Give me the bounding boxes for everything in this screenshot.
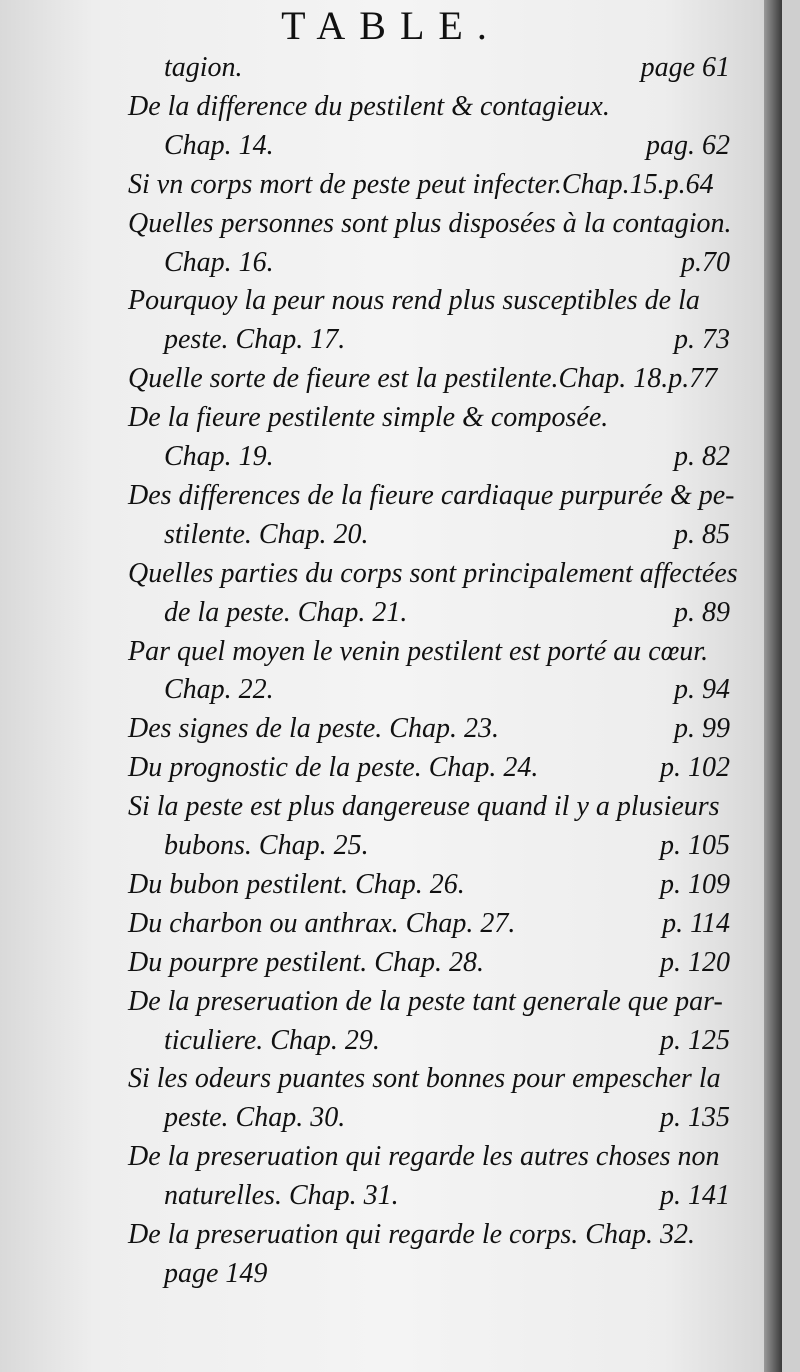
toc-line-text: page 149 [164,1257,268,1289]
toc-line-text: Si les odeurs puantes sont bonnes pour empescher la [128,1063,721,1095]
toc-line-text: Si la peste est plus dangereuse quand il y a plusieurs [128,791,720,823]
toc-page-number: p. 73 [674,324,730,356]
toc-line-text: Chap. 22. [164,674,274,706]
toc-page-number: p. 135 [660,1102,730,1134]
toc-line [0,709,782,749]
toc-page-number: p.70 [681,246,730,278]
toc-line-text: Du pourpre pestilent. Chap. 28. [128,946,484,978]
toc-line-text: naturelles. Chap. 31. [164,1180,399,1212]
toc-page-number: p. 99 [674,713,730,745]
toc-line [0,1021,782,1061]
toc-line-text: stilente. Chap. 20. [164,518,369,550]
toc-page-number: p. 85 [674,518,730,550]
toc-line-text: ticuliere. Chap. 29. [164,1024,380,1056]
toc-line [0,1176,782,1216]
toc-line-text: Par quel moyen le venin pestilent est porté au cœur. [128,635,709,667]
toc-page-number: p. 141 [660,1180,730,1212]
toc-line-text: Chap. 16. [164,246,274,278]
toc-line [0,1215,782,1255]
toc-line-text: Chap. 14. [164,129,274,161]
toc-line [0,670,782,710]
toc-page-number: p. 120 [660,946,730,978]
toc-line-text: Du bubon pestilent. Chap. 26. [128,868,465,900]
toc-page-number: p. 102 [660,752,730,784]
toc-page-number: p. 114 [662,907,730,939]
toc-line [0,554,782,594]
toc-line [0,515,782,555]
toc-line-text: peste. Chap. 30. [164,1102,346,1134]
toc-line [0,398,782,438]
toc-page-number: page 61 [640,52,730,83]
page-edge-shadow [764,0,782,1372]
toc-line-text: Pourquoy la peur nous rend plus susceptibles de la [128,285,700,317]
toc-line-text: De la preseruation de la peste tant generale que par- [128,985,723,1017]
toc-line [0,1098,782,1138]
toc-line [0,865,782,905]
toc-line-text: de la peste. Chap. 21. [164,596,408,628]
toc-line [0,632,782,672]
toc-line-text: De la fieure pestilente simple & composée. [128,402,609,434]
toc-line-text: Si vn corps mort de peste peut infecter.Chap.15.p.64 [128,168,714,200]
toc-page-number: p. 82 [674,441,730,472]
toc-line-text: Quelles parties du corps sont principalement affectées [128,557,738,589]
toc-page-number: p. 94 [674,674,730,706]
toc-line [0,281,782,321]
toc-page-number: p. 109 [660,868,730,900]
toc-line-text: bubons. Chap. 25. [164,830,369,861]
toc-line-text: Quelles personnes sont plus disposées à la contagion. [128,207,732,239]
toc-line-text: Du prognostic de la peste. Chap. 24. [128,752,539,784]
toc-page-number: p. 89 [674,596,730,628]
toc-line-text: Chap. 19. [164,441,274,472]
toc-line [0,904,782,944]
toc-line-text: peste. Chap. 17. [164,324,346,356]
toc-line [0,165,782,205]
toc-line [0,1137,782,1177]
toc-line [0,48,782,88]
toc-line [0,1254,782,1294]
toc-line [0,943,782,983]
toc-line-text: Du charbon ou anthrax. Chap. 27. [128,907,516,939]
toc-page-number: pag. 62 [646,129,730,161]
toc-line [0,243,782,283]
toc-line [0,787,782,827]
toc-line-text: Des differences de la fieure cardiaque purpurée & pe- [128,479,735,511]
toc-line-text: Des signes de la peste. Chap. 23. [128,713,499,745]
toc-line [0,593,782,633]
toc-line-text: De la preseruation qui regarde le corps. Chap. 32. [128,1219,695,1250]
toc-line [0,87,782,127]
toc-line [0,204,782,244]
page-header: TABLE. [281,3,501,48]
toc-line-text: De la difference du pestilent & contagieux. [128,90,610,122]
toc-line [0,748,782,788]
toc-line [0,437,782,477]
toc-line-text: De la preseruation qui regarde les autres choses non [128,1141,720,1173]
toc-line [0,982,782,1022]
toc-line-text: Quelle sorte de fieure est la pestilente.Chap. 18.p.77 [128,363,718,395]
toc-line [0,320,782,360]
toc-line [0,126,782,166]
toc-line [0,476,782,516]
toc-page-number: p. 105 [660,830,730,861]
toc-page-number: p. 125 [660,1024,730,1056]
toc-line [0,1059,782,1099]
toc-line [0,359,782,399]
toc-line-text: tagion. [164,52,243,83]
toc-line [0,826,782,866]
